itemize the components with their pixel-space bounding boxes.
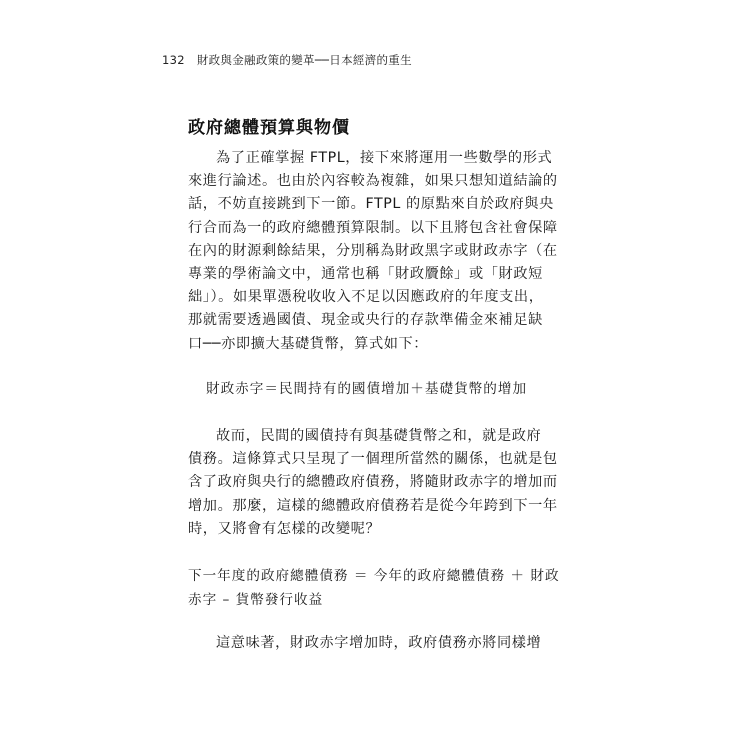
section-title: 政府總體預算與物價 [188, 118, 350, 138]
paragraph-line: 話，不妨直接跳到下一節。FTPL 的原點來自於政府與央 [188, 196, 554, 213]
formula-line: 赤字 – 貨幣發行收益 [188, 592, 324, 608]
paragraph-3 [188, 632, 542, 655]
paragraph-line: 行合而為一的政府總體預算限制。以下且將包含社會保障 [188, 219, 558, 236]
paragraph-line: 為了正確掌握 FTPL，接下來將運用一些數學的形式 [216, 150, 553, 166]
paragraph-line: 這意味著，財政赤字增加時，政府債務亦將同樣增 [216, 635, 542, 651]
paragraph-line: 含了政府與央行的總體政府債務，將隨財政赤字的增加而 [188, 474, 558, 491]
formula-line: 下一年度的政府總體債務 ＝ 今年的政府總體債務 ＋ 財政 [188, 568, 560, 584]
paragraph-line: 債務。這條算式只呈現了一個理所當然的關係，也就是包 [188, 451, 558, 468]
paragraph-line: 口──亦即擴大基礎貨幣，算式如下： [188, 335, 429, 352]
formula-fiscal-deficit: 財政赤字＝民間持有的國債增加＋基礎貨幣的增加 [206, 381, 528, 397]
paragraph-1 [188, 147, 558, 356]
paragraph-line: 來進行論述。也由於內容較為複雜，如果只想知道結論的 [188, 173, 558, 190]
paragraph-line: 在內的財源剩餘結果，分別稱為財政黑字或財政赤字（在 [188, 242, 558, 259]
paragraph-2 [188, 425, 558, 541]
paragraph-line: 那就需要透過國債、現金或央行的存款準備金來補足缺 [188, 312, 543, 329]
running-title: 財政與金融政策的變革──日本經濟的重生 [196, 53, 412, 67]
paragraph-line: 絀」）。如果單憑稅收收入不足以因應政府的年度支出， [188, 289, 544, 306]
paragraph-line: 增加。那麼，這樣的總體政府債務若是從今年跨到下一年 [188, 497, 558, 514]
running-header [162, 52, 412, 68]
paragraph-line: 故而，民間的國債持有與基礎貨幣之和，就是政府 [216, 428, 542, 444]
formula-government-debt [188, 564, 560, 612]
page-number: 132 [162, 53, 185, 67]
paragraph-line: 時，又將會有怎樣的改變呢？ [188, 520, 381, 537]
paragraph-line: 專業的學術論文中，通常也稱「財政贗餘」或「財政短 [188, 265, 543, 282]
